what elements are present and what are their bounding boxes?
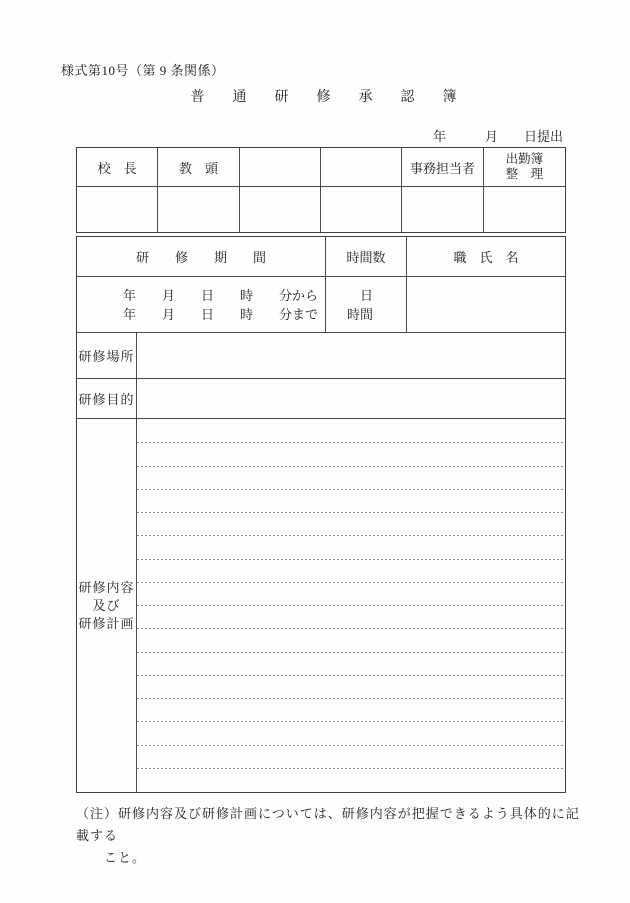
approval-stamp-cell-blank-2 xyxy=(321,187,402,232)
purpose-row xyxy=(77,378,565,418)
submission-date-line: 年 月 日提出 xyxy=(432,129,563,144)
approval-header-attendance-book xyxy=(484,148,565,187)
writing-line xyxy=(137,676,565,699)
approval-stamp-cell-blank-1 xyxy=(240,187,321,232)
writing-line xyxy=(137,490,565,513)
hours-value-cell xyxy=(326,277,407,332)
content-plan-row xyxy=(77,418,565,792)
location-label-cell: 研修場所 xyxy=(77,333,137,378)
footnote xyxy=(76,803,581,869)
writing-line xyxy=(137,420,565,443)
period-to-line: 年 月 日 時 分まで xyxy=(122,306,318,322)
writing-line xyxy=(137,443,565,466)
content-label-cell xyxy=(77,419,137,792)
writing-line xyxy=(137,653,565,676)
writing-line xyxy=(137,699,565,722)
writing-line xyxy=(137,629,565,652)
footnote-line1: （注）研修内容及び研修計画については、研修内容が把握できるよう具体的に記載する xyxy=(76,806,580,843)
approval-header-blank-2 xyxy=(321,148,402,187)
training-header-row xyxy=(77,237,565,276)
period-value-cell xyxy=(77,277,326,332)
period-from-line: 年 月 日 時 分から xyxy=(122,287,318,303)
name-header-cell: 職 氏 名 xyxy=(453,250,519,265)
period-header-cell: 研 修 期 間 xyxy=(77,237,326,276)
location-row xyxy=(77,332,565,378)
approval-stamp-table xyxy=(76,147,566,233)
footnote-line2: こと。 xyxy=(104,850,147,865)
writing-line xyxy=(137,722,565,745)
purpose-value-cell xyxy=(137,379,565,418)
approval-header-clerk: 事務担当者 xyxy=(402,148,483,187)
writing-line xyxy=(137,606,565,629)
approval-header-blank-1 xyxy=(240,148,321,187)
training-table xyxy=(76,236,566,793)
approval-header-principal: 校 長 xyxy=(77,148,158,187)
form-title: 普 通 研 修 承 認 簿 xyxy=(190,90,457,105)
writing-line xyxy=(137,467,565,490)
approval-stamp-cell-attendance-book xyxy=(484,187,565,232)
hours-days-unit: 日 xyxy=(359,287,373,303)
content-label-line1: 研修内容 xyxy=(78,579,135,595)
approval-header-vice-principal: 教 頭 xyxy=(158,148,239,187)
hours-hours-unit: 時間 xyxy=(346,306,373,322)
location-value-cell xyxy=(137,333,565,378)
writing-line xyxy=(137,583,565,606)
writing-line xyxy=(137,513,565,536)
content-writing-area xyxy=(137,419,565,792)
approval-stamp-cell-vice-principal xyxy=(158,187,239,232)
attendance-book-line2: 整 理 xyxy=(505,167,544,181)
form-number: 様式第10号（第 9 条関係） xyxy=(61,63,225,78)
writing-line xyxy=(137,536,565,559)
approval-stamp-cell-clerk xyxy=(402,187,483,232)
purpose-label-cell: 研修目的 xyxy=(77,379,137,418)
hours-header-cell: 時間数 xyxy=(326,237,407,276)
content-label-line2: 及び xyxy=(92,597,121,613)
name-value-cell xyxy=(407,277,565,332)
attendance-book-line1: 出勤簿 xyxy=(505,152,544,166)
writing-line xyxy=(137,746,565,769)
writing-line xyxy=(137,560,565,583)
approval-stamp-cell-principal xyxy=(77,187,158,232)
content-label-line3: 研修計画 xyxy=(78,615,135,631)
training-value-row xyxy=(77,276,565,332)
